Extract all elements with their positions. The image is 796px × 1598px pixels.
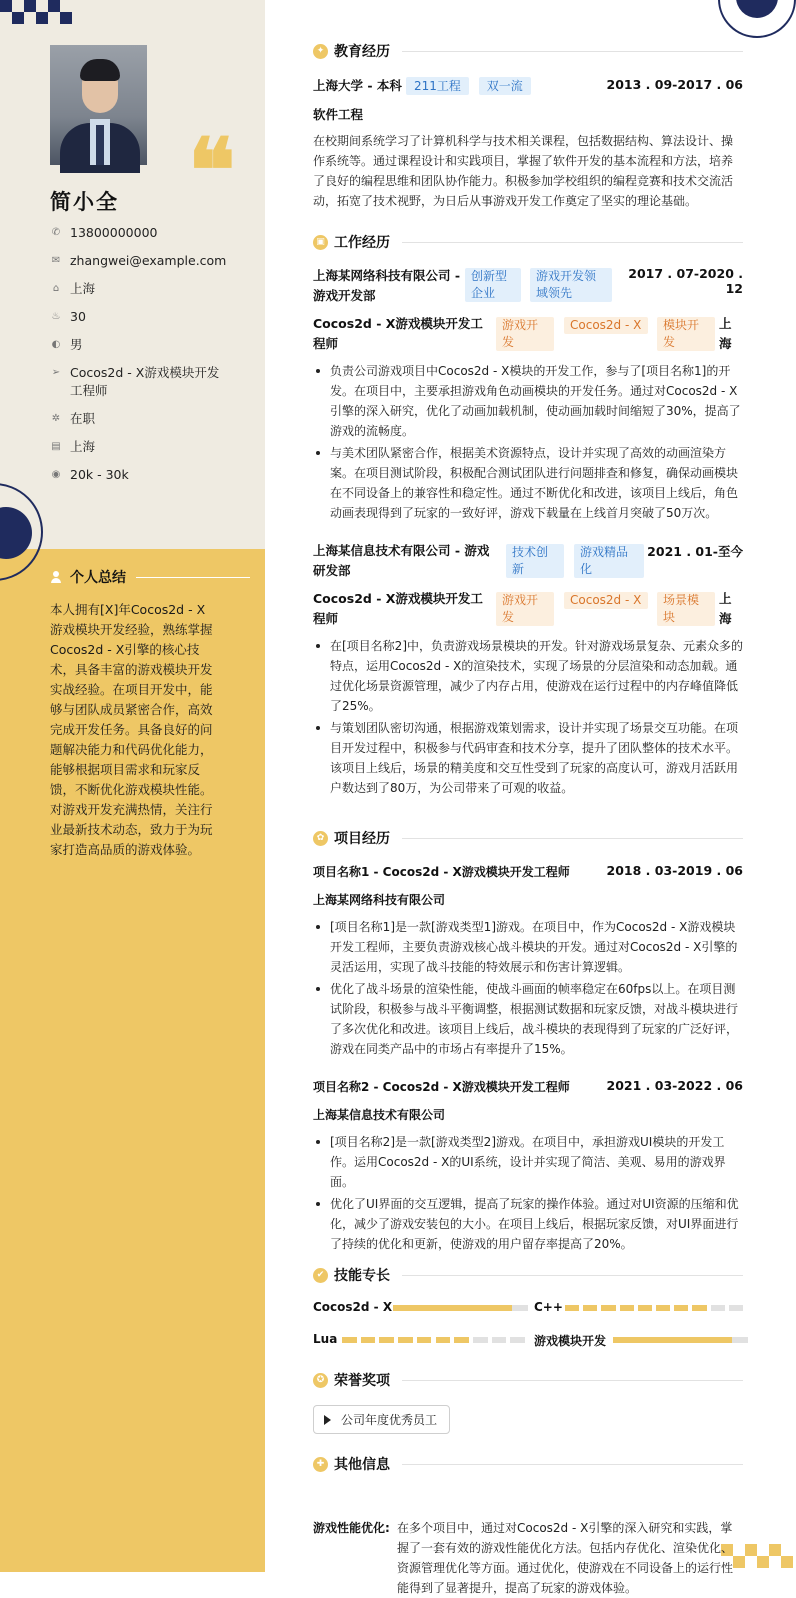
award-item[interactable]: 公司年度优秀员工 (313, 1405, 450, 1434)
skill-bar (613, 1337, 748, 1343)
contact-work-city: ▤ 上海 (51, 439, 96, 454)
mail-icon: ✉ (51, 255, 61, 266)
skill-bar-fill (613, 1337, 732, 1343)
person-icon (50, 571, 62, 583)
thumbs-up-icon: ✔ (313, 1268, 328, 1283)
list-item: 在[项目名称2]中，负责游戏场景模块的开发。针对游戏场景复杂、元素众多的特点，运用Cocos2d - X的渲染技术，实现了场景的分层渲染和动态加载。通过优化场景资源管理，减少了内存占用，使游戏在运行过程中的内存峰值降低了25%。 (313, 636, 743, 716)
list-item: 优化了战斗场景的渲染性能，使战斗画面的帧率稳定在60fps以上。在项目测试阶段，积极参与战斗平衡调整，根据测试数据和玩家反馈，对战斗模块进行了多次优化和改进。该项目上线后，战斗模块的表现得到了玩家的广泛好评，游戏在同类产品中的市场占有率提升了15%。 (313, 979, 743, 1059)
skill-bar-fill (393, 1305, 512, 1311)
project-name: 项目名称1 - Cocos2d - X游戏模块开发工程师 (313, 865, 570, 879)
other-heading: ✚ 其他信息 (313, 1454, 743, 1474)
job-date: 2021 . 01-至今 (647, 544, 743, 559)
project-date: 2018 . 03-2019 . 06 (606, 863, 743, 878)
project-company: 上海某网络科技有限公司 (313, 893, 446, 907)
job-role: Cocos2d - X游戏模块开发工程师 (313, 591, 483, 626)
phone-icon: ✆ (51, 227, 61, 238)
play-icon (324, 1415, 331, 1425)
education-school: 上海大学 - 本科 (313, 78, 402, 93)
skill-bar (565, 1305, 743, 1311)
education-tags (406, 77, 531, 95)
list-item: [项目名称2]是一款[游戏类型2]游戏。在项目中，承担游戏UI模块的开发工作。运用Cocos2d - X的UI系统，设计并实现了简洁、美观、易用的游戏界面。 (313, 1132, 743, 1192)
skill-bar (393, 1305, 528, 1311)
contact-phone: ✆ 13800000000 (51, 225, 158, 240)
skill-name: 游戏模块开发 (534, 1334, 607, 1348)
skill-bar-segment (638, 1305, 652, 1311)
job-role: Cocos2d - X游戏模块开发工程师 (313, 316, 483, 351)
skill-bar-segment (492, 1337, 507, 1343)
skill-name: Cocos2d - X (313, 1300, 393, 1314)
job-city: 上海 (719, 591, 732, 626)
education-heading: ✦ 教育经历 (313, 41, 743, 61)
tag: 211工程 (406, 77, 469, 95)
contact-email: ✉ zhangwei@example.com (51, 253, 227, 268)
skill-bar-segment (473, 1337, 488, 1343)
skill-name: Lua (313, 1332, 338, 1346)
skill-bar-segment (454, 1337, 469, 1343)
contact-city: ⌂ 上海 (50, 280, 250, 298)
checker-decoration (0, 0, 75, 24)
summary-heading: 个人总结 (50, 567, 250, 587)
send-icon: ➢ (51, 367, 61, 378)
list-item: [项目名称1]是一款[游戏类型1]游戏。在项目中，作为Cocos2d - X游戏模块开发工程师，主要负责游戏核心战斗模块的开发。通过对Cocos2d - X引擎的灵活运用，实现了战斗技能的特效展示和伤害计算逻辑。 (313, 917, 743, 977)
skill-bar-segment (510, 1337, 525, 1343)
skill-bar (342, 1337, 525, 1343)
list-item: 与美术团队紧密合作，根据美术资源特点，设计并实现了高效的动画渲染方案。在项目测试阶段，积极配合测试团队进行问题排查和修复，确保动画模块在不同设备上的兼容性和稳定性。通过不断优化和改进，该项目上线后，角色动画表现得到了玩家的一致好评，游戏下载量在上线首月突破了50万次。 (313, 443, 743, 523)
tag: 模块开发 (657, 317, 715, 351)
skill-bar-segment (620, 1305, 634, 1311)
tag: 游戏开发领域领先 (530, 268, 612, 302)
other-text: 在多个项目中，通过对Cocos2d - X引擎的深入研究和实践，掌握了一套有效的游戏性能优化方法。包括内存优化、渲染优化、资源管理优化等方面。通过优化，使游戏在不同设备上的运行性能得到了显著提升，提高了玩家的游戏体验。 (397, 1521, 734, 1595)
contact-gender: ◐ 男 (51, 337, 83, 352)
award-icon: ✪ (313, 1373, 328, 1388)
list-item: 优化了UI界面的交互逻辑，提高了玩家的操作体验。通过对UI资源的压缩和优化，减少了游戏安装包的大小。在项目上线后，根据玩家反馈，对UI界面进行了持续的优化和更新，使游戏的用户留存率提高了20%。 (313, 1194, 743, 1254)
home-icon: ⌂ (52, 283, 60, 294)
tag: Cocos2d - X (564, 317, 648, 334)
briefcase-icon: ▣ (313, 235, 328, 250)
skills-heading: ✔ 技能专长 (313, 1265, 743, 1285)
skill-bar-segment (711, 1305, 725, 1311)
gender-icon: ◐ (51, 339, 61, 350)
project-date: 2021 . 03-2022 . 06 (606, 1078, 743, 1093)
contact-status: ✲ 在职 (51, 411, 96, 426)
quote-icon: ❝ (188, 118, 236, 222)
graduation-icon: ✦ (313, 44, 328, 59)
skill-name: C++ (534, 1300, 563, 1314)
job-bullets (313, 361, 743, 525)
skill-bar-segment (565, 1305, 579, 1311)
skill-bar-segment (398, 1337, 413, 1343)
job-city: 上海 (719, 316, 732, 351)
salary-icon: ◉ (51, 469, 61, 480)
tag: 技术创新 (506, 544, 564, 578)
contact-salary: ◉ 20k - 30k (51, 467, 129, 482)
contact-position: ➢ Cocos2d - X游戏模块开发工程师 (51, 365, 220, 398)
tag: 游戏开发 (496, 592, 554, 626)
tag: 场景模块 (657, 592, 715, 626)
project-company: 上海某信息技术有限公司 (313, 1108, 446, 1122)
skill-bar-segment (583, 1305, 597, 1311)
project-bullets (313, 1132, 743, 1256)
tag: 游戏开发 (496, 317, 554, 351)
contact-age: ♨ 30 (51, 309, 86, 324)
cake-icon: ♨ (51, 311, 61, 322)
job-company: 上海某网络科技有限公司 - 游戏开发部 (313, 268, 461, 303)
tag: Cocos2d - X (564, 592, 648, 609)
skill-bar-segment (601, 1305, 615, 1311)
status-icon: ✲ (51, 413, 61, 424)
building-icon: ▤ (51, 441, 61, 452)
skill-bar-segment (436, 1337, 451, 1343)
education-date: 2013 . 09-2017 . 06 (606, 77, 743, 92)
skill-bar-segment (692, 1305, 706, 1311)
job-bullets (313, 636, 743, 800)
skill-bar-segment (729, 1305, 743, 1311)
job-company: 上海某信息技术有限公司 - 游戏研发部 (313, 543, 490, 578)
project-icon: ✿ (313, 831, 328, 846)
projects-heading: ✿ 项目经历 (313, 828, 743, 848)
other-label: 游戏性能优化: (313, 1521, 390, 1535)
candidate-name: 简小全 (50, 190, 119, 214)
circle-decoration-top (718, 0, 796, 38)
work-heading: ▣ 工作经历 (313, 232, 743, 252)
education-major: 软件工程 (313, 107, 364, 122)
project-bullets (313, 917, 743, 1061)
profile-photo (50, 45, 147, 165)
skill-bar-segment (342, 1337, 357, 1343)
tag: 双一流 (479, 77, 531, 95)
info-icon: ✚ (313, 1457, 328, 1472)
skill-bar-segment (361, 1337, 376, 1343)
contact-list (50, 224, 250, 494)
sidebar (0, 0, 265, 1572)
education-description: 在校期间系统学习了计算机科学与技术相关课程，包括数据结构、算法设计、操作系统等。通过课程设计和实践项目，掌握了软件开发的基本流程和方法，培养了良好的编程思维和团队协作能力。积极参加学校组织的编程竞赛和技术交流活动，拓宽了技术视野，为日后从事游戏开发工作奠定了坚实的理论基础。 (313, 134, 734, 208)
skill-bar-segment (656, 1305, 670, 1311)
skill-bar-segment (674, 1305, 688, 1311)
tag: 游戏精品化 (574, 544, 644, 578)
skill-bar-segment (379, 1337, 394, 1343)
list-item: 负责公司游戏项目中Cocos2d - X模块的开发工作，参与了[项目名称1]的开发。在项目中，主要承担游戏角色动画模块的开发任务。通过对Cocos2d - X引擎的深入研究，优化了动画加载机制，使动画加载时间缩短了30%，提高了游戏的流畅度。 (313, 361, 743, 441)
job-date: 2017 . 07-2020 . 12 (628, 266, 743, 296)
project-name: 项目名称2 - Cocos2d - X游戏模块开发工程师 (313, 1080, 570, 1094)
skill-bar-segment (417, 1337, 432, 1343)
list-item: 与策划团队密切沟通，根据游戏策划需求，设计并实现了场景交互功能。在项目开发过程中，积极参与代码审查和技术分享，提升了团队整体的技术水平。该项目上线后，场景的精美度和交互性受到了玩家的高度认可，游戏月活跃用户数达到了80万，为公司带来了可观的收益。 (313, 718, 743, 798)
summary-text: 本人拥有[X]年Cocos2d - X游戏模块开发经验，熟练掌握Cocos2d - X引擎的核心技术，具备丰富的游戏模块开发实战经验。在项目开发中，能够与团队成员紧密合作，高效完成开发任务。具备良好的问题解决能力和代码优化能力，能够根据项目需求和玩家反馈，不断优化游戏模块性能。对游戏开发充满热情，关注行业最新技术动态，致力于为玩家打造高品质的游戏体验。 (50, 602, 213, 857)
awards-heading: ✪ 荣誉奖项 (313, 1370, 743, 1390)
tag: 创新型企业 (465, 268, 521, 302)
